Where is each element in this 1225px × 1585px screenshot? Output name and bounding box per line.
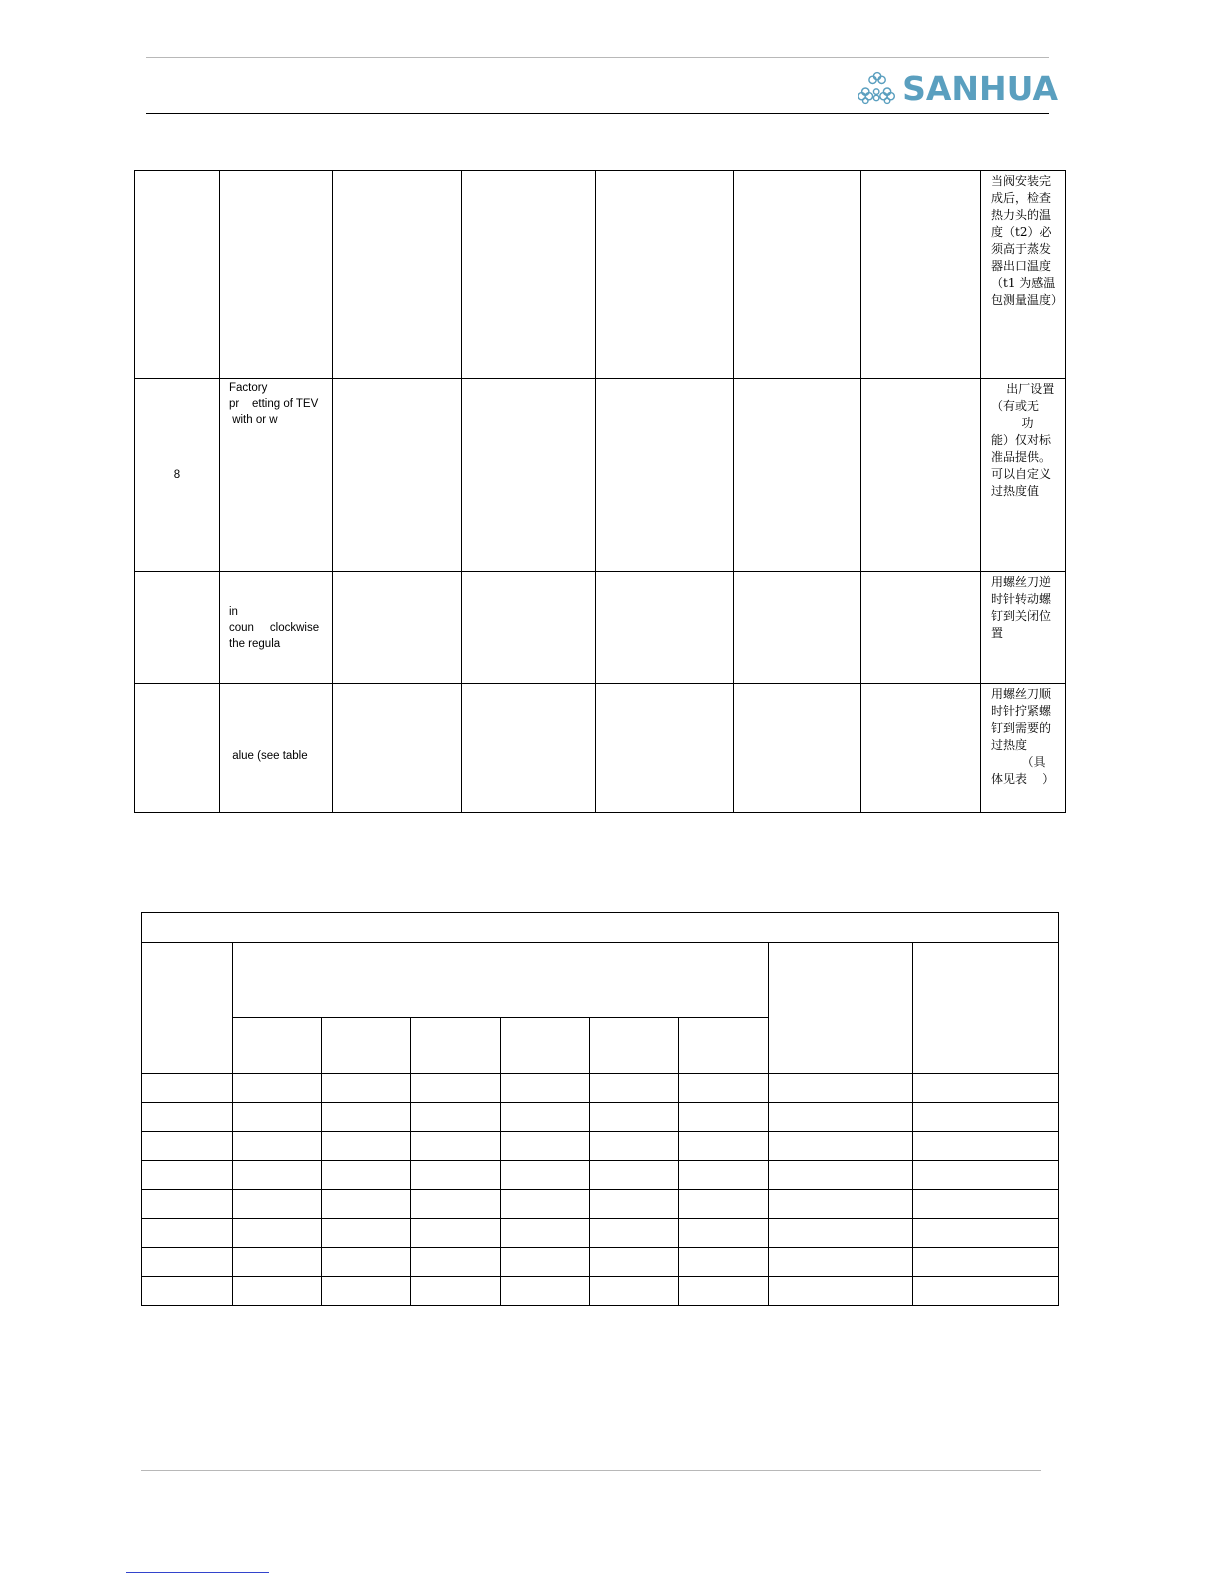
table-row	[142, 1277, 1059, 1306]
english-description-cell	[220, 379, 333, 572]
chinese-text: 用螺丝刀顺时针拧紧螺钉到需要的过热度 （具 体见表 ）	[991, 687, 1055, 786]
subheader-cell	[233, 1018, 322, 1074]
empty-cell	[333, 572, 462, 684]
table-cell	[411, 1190, 501, 1219]
table-cell	[233, 1132, 322, 1161]
english-text: in coun clockwise the regula	[229, 606, 320, 650]
table-row	[135, 171, 1066, 379]
table-cell	[913, 1219, 1059, 1248]
chinese-text: 当阀安装完成后，检查热力头的温度（t2）必须高于蒸发器出口温度（t1 为感温包测量温度）	[991, 174, 1064, 307]
empty-cell	[734, 684, 861, 813]
table-cell	[590, 1074, 679, 1103]
logo-text: SANHUA	[902, 68, 1058, 108]
header-cell	[913, 943, 1059, 1074]
empty-cell	[462, 572, 596, 684]
table-cell	[142, 1074, 233, 1103]
table-cell	[501, 1190, 590, 1219]
empty-cell	[861, 171, 981, 379]
table-row	[142, 1190, 1059, 1219]
table-row	[142, 1219, 1059, 1248]
table-cell	[590, 1103, 679, 1132]
table-cell	[233, 1277, 322, 1306]
table-header-row	[142, 943, 1059, 1018]
english-text: Factory pr etting of TEV with or w	[229, 382, 319, 426]
footer-rule	[141, 1470, 1041, 1471]
table-cell	[322, 1074, 411, 1103]
table-row	[142, 1074, 1059, 1103]
table-cell	[913, 1161, 1059, 1190]
empty-cell	[333, 171, 462, 379]
table-cell	[233, 1103, 322, 1132]
table-cell	[590, 1219, 679, 1248]
step-number-cell	[135, 171, 220, 379]
table-cell	[913, 1132, 1059, 1161]
table-cell	[590, 1248, 679, 1277]
table-cell	[679, 1277, 769, 1306]
subheader-cell	[322, 1018, 411, 1074]
empty-cell	[596, 379, 734, 572]
table-cell	[411, 1103, 501, 1132]
table-cell	[769, 1132, 913, 1161]
table-cell	[501, 1132, 590, 1161]
table-cell	[501, 1277, 590, 1306]
header-bottom-rule	[146, 113, 1049, 114]
chinese-text: 出厂设置（有或无 功 能）仅对标准品提供。可以自定义过热度值	[991, 382, 1055, 498]
table-cell	[322, 1248, 411, 1277]
chinese-description-cell	[981, 684, 1066, 813]
table-cell	[501, 1074, 590, 1103]
step-number-cell	[135, 684, 220, 813]
sanhua-logo	[858, 64, 1058, 112]
table-cell	[233, 1190, 322, 1219]
subheader-cell	[590, 1018, 679, 1074]
flower-cluster-icon	[858, 68, 896, 108]
table-cell	[142, 1161, 233, 1190]
table-cell	[142, 1277, 233, 1306]
table-cell	[322, 1103, 411, 1132]
empty-cell	[333, 684, 462, 813]
table-cell	[913, 1277, 1059, 1306]
header-cell	[142, 943, 233, 1074]
table-row	[142, 1132, 1059, 1161]
table-cell	[590, 1277, 679, 1306]
table-row	[142, 1161, 1059, 1190]
table-cell	[142, 1219, 233, 1248]
table-cell	[233, 1219, 322, 1248]
empty-cell	[462, 379, 596, 572]
table-cell	[322, 1190, 411, 1219]
empty-cell	[596, 171, 734, 379]
table-cell	[679, 1132, 769, 1161]
empty-cell	[734, 572, 861, 684]
english-description-cell	[220, 572, 333, 684]
table-cell	[411, 1277, 501, 1306]
english-description-cell	[220, 684, 333, 813]
table-cell	[769, 1103, 913, 1132]
table-cell	[142, 1103, 233, 1132]
table-cell	[769, 1190, 913, 1219]
chinese-description-cell	[981, 379, 1066, 572]
empty-cell	[861, 572, 981, 684]
table-cell	[679, 1190, 769, 1219]
table-cell	[769, 1219, 913, 1248]
empty-cell	[861, 684, 981, 813]
empty-cell	[596, 684, 734, 813]
empty-cell	[333, 379, 462, 572]
table-cell	[590, 1161, 679, 1190]
table-title-row	[142, 913, 1059, 943]
table-cell	[142, 1190, 233, 1219]
footer-link-underline	[126, 1572, 269, 1573]
table-cell	[913, 1074, 1059, 1103]
empty-cell	[462, 684, 596, 813]
table-cell	[233, 1074, 322, 1103]
empty-cell	[734, 379, 861, 572]
table-cell	[590, 1190, 679, 1219]
table-cell	[322, 1161, 411, 1190]
chinese-description-cell	[981, 572, 1066, 684]
table-cell	[501, 1161, 590, 1190]
chinese-description-cell	[981, 171, 1066, 379]
table-cell	[769, 1161, 913, 1190]
table-cell	[411, 1074, 501, 1103]
table-cell	[913, 1103, 1059, 1132]
table-cell	[411, 1161, 501, 1190]
table-cell	[411, 1132, 501, 1161]
table-cell	[233, 1248, 322, 1277]
english-text: alue (see table	[232, 750, 308, 762]
table-cell	[679, 1248, 769, 1277]
chinese-text: 用螺丝刀逆时针转动螺钉到关闭位置	[991, 575, 1052, 640]
table-row	[135, 684, 1066, 813]
header-group-cell	[233, 943, 769, 1018]
table-cell	[913, 1248, 1059, 1277]
table-cell	[322, 1277, 411, 1306]
header-cell	[769, 943, 913, 1074]
subheader-cell	[501, 1018, 590, 1074]
subheader-cell	[679, 1018, 769, 1074]
english-description-cell	[220, 171, 333, 379]
empty-cell	[462, 171, 596, 379]
table-cell	[769, 1074, 913, 1103]
table-cell	[769, 1277, 913, 1306]
table-cell	[233, 1161, 322, 1190]
table-cell	[322, 1132, 411, 1161]
table-row	[142, 1103, 1059, 1132]
table-cell	[142, 1132, 233, 1161]
step-number-cell	[135, 572, 220, 684]
step-number-cell: 8	[135, 379, 220, 572]
english-text	[220, 171, 332, 177]
empty-cell	[734, 171, 861, 379]
table-cell	[411, 1248, 501, 1277]
table-cell	[142, 1248, 233, 1277]
table-cell	[411, 1219, 501, 1248]
table-row	[142, 1248, 1059, 1277]
table-cell	[679, 1074, 769, 1103]
superheat-table	[141, 912, 1059, 1306]
instruction-table	[134, 170, 1066, 813]
table-cell	[322, 1219, 411, 1248]
table-row	[135, 379, 1066, 572]
table-cell	[501, 1219, 590, 1248]
header-top-rule	[146, 57, 1049, 58]
table-row	[135, 572, 1066, 684]
empty-cell	[596, 572, 734, 684]
table-cell	[679, 1103, 769, 1132]
table-title-cell	[142, 913, 1059, 943]
table-cell	[501, 1103, 590, 1132]
table-cell	[679, 1219, 769, 1248]
empty-cell	[861, 379, 981, 572]
table-cell	[590, 1132, 679, 1161]
table-cell	[679, 1161, 769, 1190]
table-cell	[769, 1248, 913, 1277]
subheader-cell	[411, 1018, 501, 1074]
table-cell	[501, 1248, 590, 1277]
table-cell	[913, 1190, 1059, 1219]
